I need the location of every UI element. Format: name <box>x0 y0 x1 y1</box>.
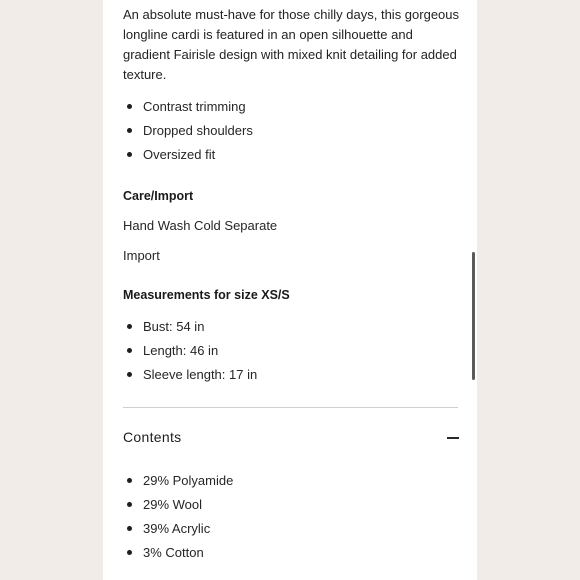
care-heading: Care/Import <box>123 189 194 203</box>
contents-accordion-title[interactable]: Contents <box>123 429 182 445</box>
list-item: 3% Cotton <box>123 541 459 565</box>
list-item: Length: 46 in <box>123 339 459 363</box>
feature-list <box>123 95 459 167</box>
list-item: 39% Acrylic <box>123 517 459 541</box>
minus-icon[interactable] <box>447 437 459 439</box>
list-item: Sleeve length: 17 in <box>123 363 459 387</box>
import-info: Import <box>123 248 160 263</box>
list-item: Dropped shoulders <box>123 119 459 143</box>
scrollbar[interactable] <box>472 252 475 380</box>
care-instruction: Hand Wash Cold Separate <box>123 218 278 233</box>
divider <box>123 407 458 408</box>
measurements-heading: Measurements for size XS/S <box>123 288 290 302</box>
list-item: Contrast trimming <box>123 95 459 119</box>
list-item: 29% Polyamide <box>123 469 459 493</box>
list-item: Bust: 54 in <box>123 315 459 339</box>
product-description: An absolute must-have for those chilly days, this gorgeous longline cardi is featured in an open silhouette and gradient Fairisle design with mixed knit detailing for added texture. <box>123 7 460 82</box>
list-item: Oversized fit <box>123 143 459 167</box>
contents-list <box>123 469 459 565</box>
list-item: 29% Wool <box>123 493 459 517</box>
measurements-list <box>123 315 459 387</box>
